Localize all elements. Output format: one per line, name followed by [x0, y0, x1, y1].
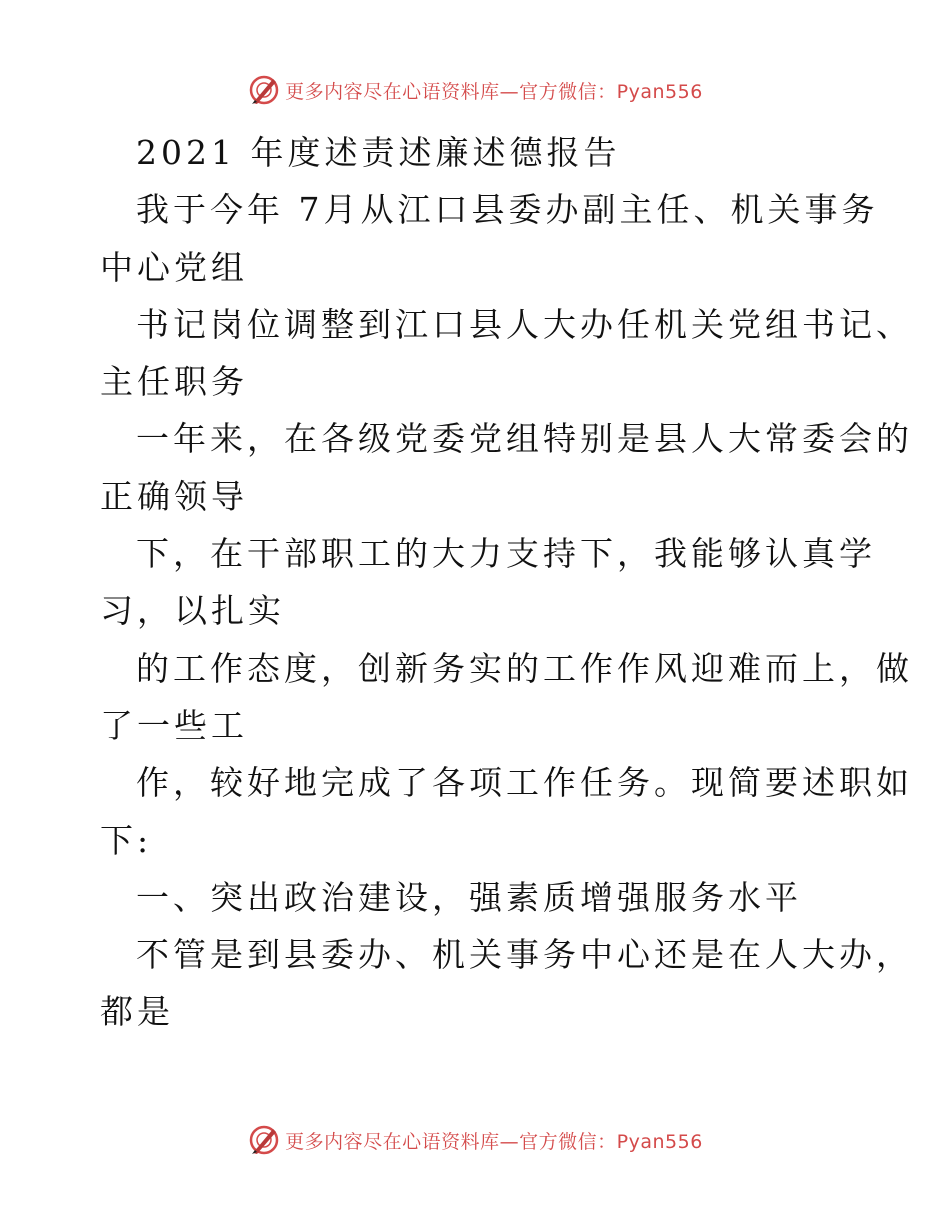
- text-line: 中心党组: [100, 247, 248, 287]
- text-line: 一、突出政治建设，强素质增强服务水平: [136, 877, 802, 917]
- text-line: 2021 年度述责述廉述德报告: [136, 133, 621, 172]
- text-line: 书记岗位调整到江口县人大办任机关党组书记、: [136, 304, 913, 344]
- text-line: 下:: [100, 820, 153, 860]
- watermark-text: 更多内容尽在心语资料库—官方微信：Pyan556: [285, 80, 703, 103]
- text-line: 的工作态度，创新务实的工作作风迎难而上，做: [136, 648, 913, 688]
- quill-seal-icon: [247, 1123, 281, 1157]
- document-body: [100, 124, 913, 1041]
- text-line: 下，在干部职工的大力支持下，我能够认真学: [136, 534, 876, 574]
- text-line: 了一些工: [100, 705, 248, 745]
- text-line: 习，以扎实: [100, 591, 285, 631]
- text-line: 主任职务: [100, 362, 248, 402]
- footer-watermark: [0, 1120, 950, 1160]
- text-line: 我于今年 7月从江口县委办副主任、机关事务: [136, 190, 879, 230]
- text-line: 都是: [100, 992, 174, 1032]
- text-line: 一年来，在各级党委党组特别是县人大常委会的: [136, 419, 913, 459]
- text-line: 不管是到县委办、机关事务中心还是在人大办，: [136, 935, 913, 975]
- text-line: 作，较好地完成了各项工作任务。现简要述职如: [136, 763, 913, 803]
- text-line: 正确领导: [100, 476, 248, 516]
- header-watermark: [0, 70, 950, 110]
- quill-seal-icon: [247, 73, 281, 107]
- watermark-text: 更多内容尽在心语资料库—官方微信：Pyan556: [285, 1130, 703, 1153]
